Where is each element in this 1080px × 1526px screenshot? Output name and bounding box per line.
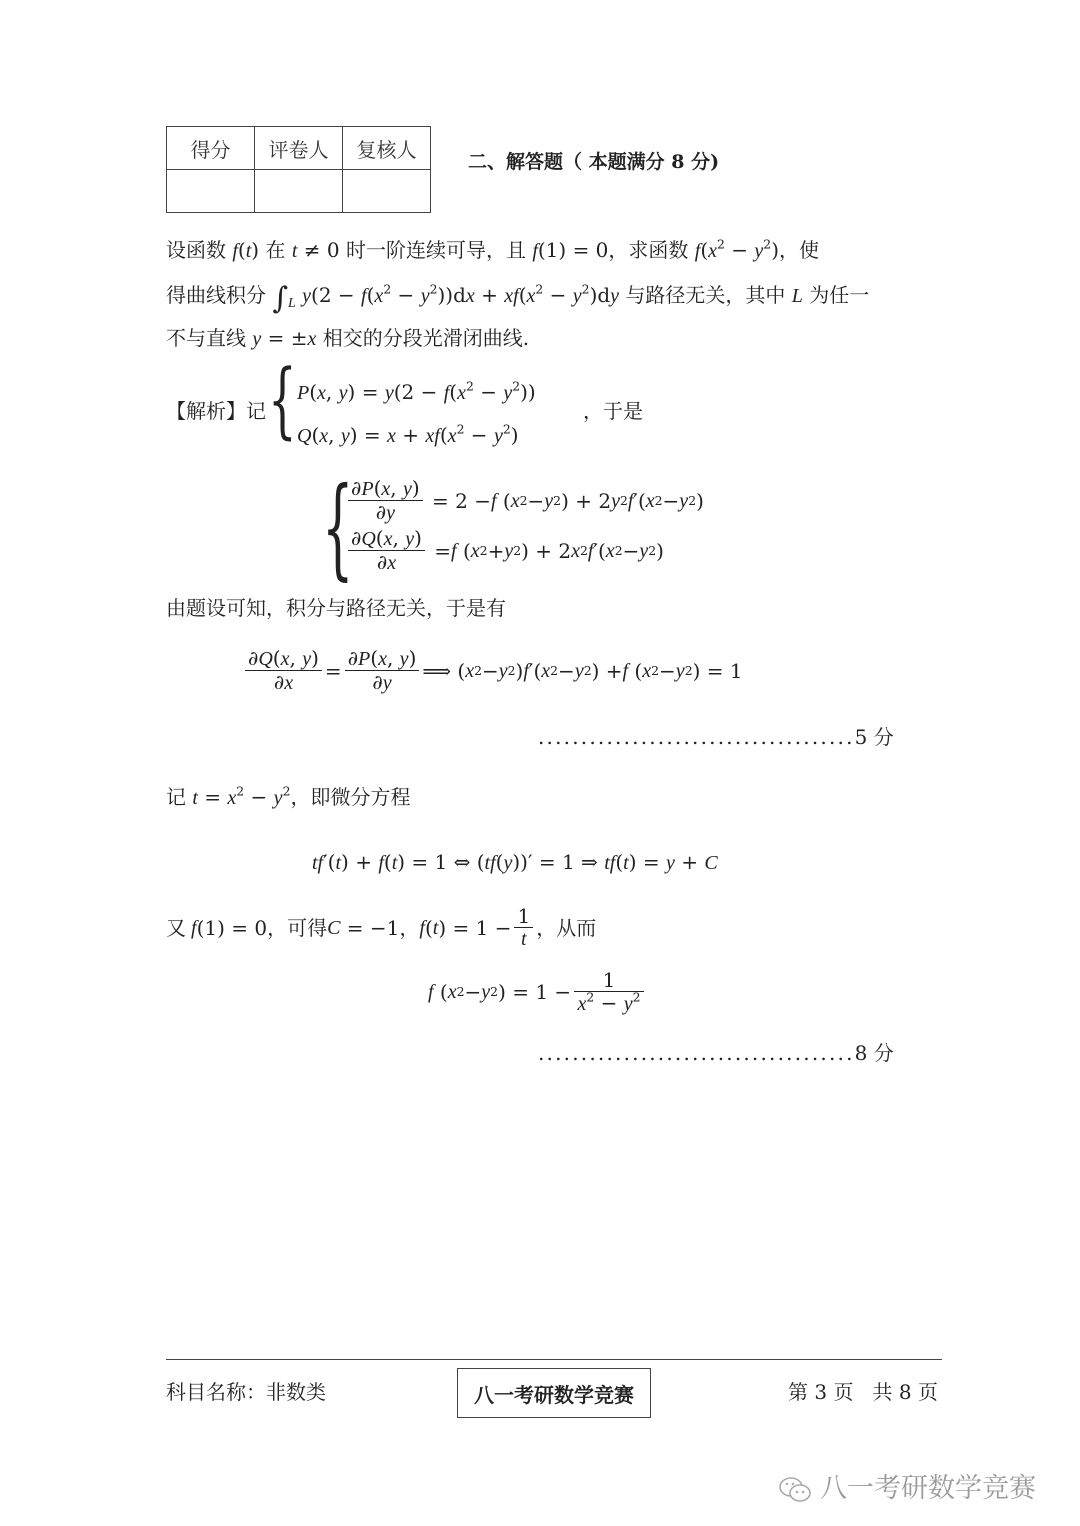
dq-dx-equation: $\frac{\partial Q(x, y)}{\partial x}$ = f ( x 2 + y 2 ) + 2 x 2 f ′( x 2 − y 2 ) <box>345 528 664 573</box>
score-marker-8: .....................................8 分 <box>538 1041 894 1065</box>
condition-statement: 又 f (1) = 0，可得 C = −1， f ( t ) = 1 − $\frac{1}{t}$ ，从而 <box>166 904 597 950</box>
reviewer-cell <box>343 170 431 213</box>
section-title: 二、解答题（ 本题满分 8 分) <box>468 151 720 173</box>
score-header: 得分 <box>167 127 255 170</box>
statement-path-independent: 由题设可知，积分与路径无关，于是有 <box>166 596 506 620</box>
let-t-statement: 记 $t = x^2 - y^2$，即微分方程 <box>166 783 411 809</box>
score-table <box>166 126 431 213</box>
q-definition: Q(x, $y) = x + xf(x^2 - y^2)$ <box>297 421 519 447</box>
left-brace: { <box>268 353 297 448</box>
solution-label: 【解析】记 <box>166 399 266 423</box>
then-text: ，于是 <box>583 399 643 423</box>
grader-header: 评卷人 <box>255 127 343 170</box>
problem-line-1: 设函数 f(t) 在 t ≠ 0 时一阶连续可导，且 f(1) = 0，求函数 $f(x^2 - y^2)$，使 <box>166 236 819 262</box>
score-cell <box>167 170 255 213</box>
left-brace-2: { <box>322 463 354 591</box>
watermark-text: 八一考研数学竞赛 <box>820 1473 1036 1504</box>
reviewer-header: 复核人 <box>343 127 431 170</box>
result-equation: f ( x 2 − y 2 ) = 1 − $\frac{1}{x^2 - y^2}$ <box>428 970 647 1014</box>
problem-line-2: 得曲线积分 $\int_L$ $y(2 - f(x^2 - y^2))dx + xf(x^2 - y^2)dy$ 与路径无关，其中 L 为任一 <box>166 281 870 316</box>
footer-page-number: 第 3 页 共 8 页 <box>788 1380 938 1404</box>
ode-equation: tf′(t) + f(t) = 1 ⇔ (tf(y))′ = 1 ⇒ tf(t) = y + C <box>312 850 718 874</box>
grader-cell <box>255 170 343 213</box>
footer-brand-box: 八一考研数学竞赛 <box>457 1368 651 1418</box>
p-definition: P(x, $y) = y(2 - f(x^2 - y^2))$ <box>297 378 536 404</box>
dp-dy-equation: $\frac{\partial P(x, y)}{\partial y}$ = 2 − f ( x 2 − y 2 ) + 2 y 2 f ′( x 2 − y 2 ) <box>345 478 704 523</box>
wechat-icon <box>778 1476 814 1504</box>
problem-line-3: 不与直线 y = ±x 相交的分段光滑闭曲线. <box>166 326 530 350</box>
footer-subject: 科目名称：非数类 <box>166 1380 326 1404</box>
score-marker-5: .....................................5 分 <box>538 725 894 749</box>
footer-divider <box>166 1359 942 1360</box>
watermark <box>778 1466 1036 1505</box>
main-equation: $\frac{\partial Q(x, y)}{\partial x}$ = $\frac{\partial P(x, y)}{\partial y}$ ⟹ ( x 2 − y 2 ) f ′( x 2 − y 2 ) + f ( x 2 − y 2 ) = 1 <box>242 648 743 693</box>
